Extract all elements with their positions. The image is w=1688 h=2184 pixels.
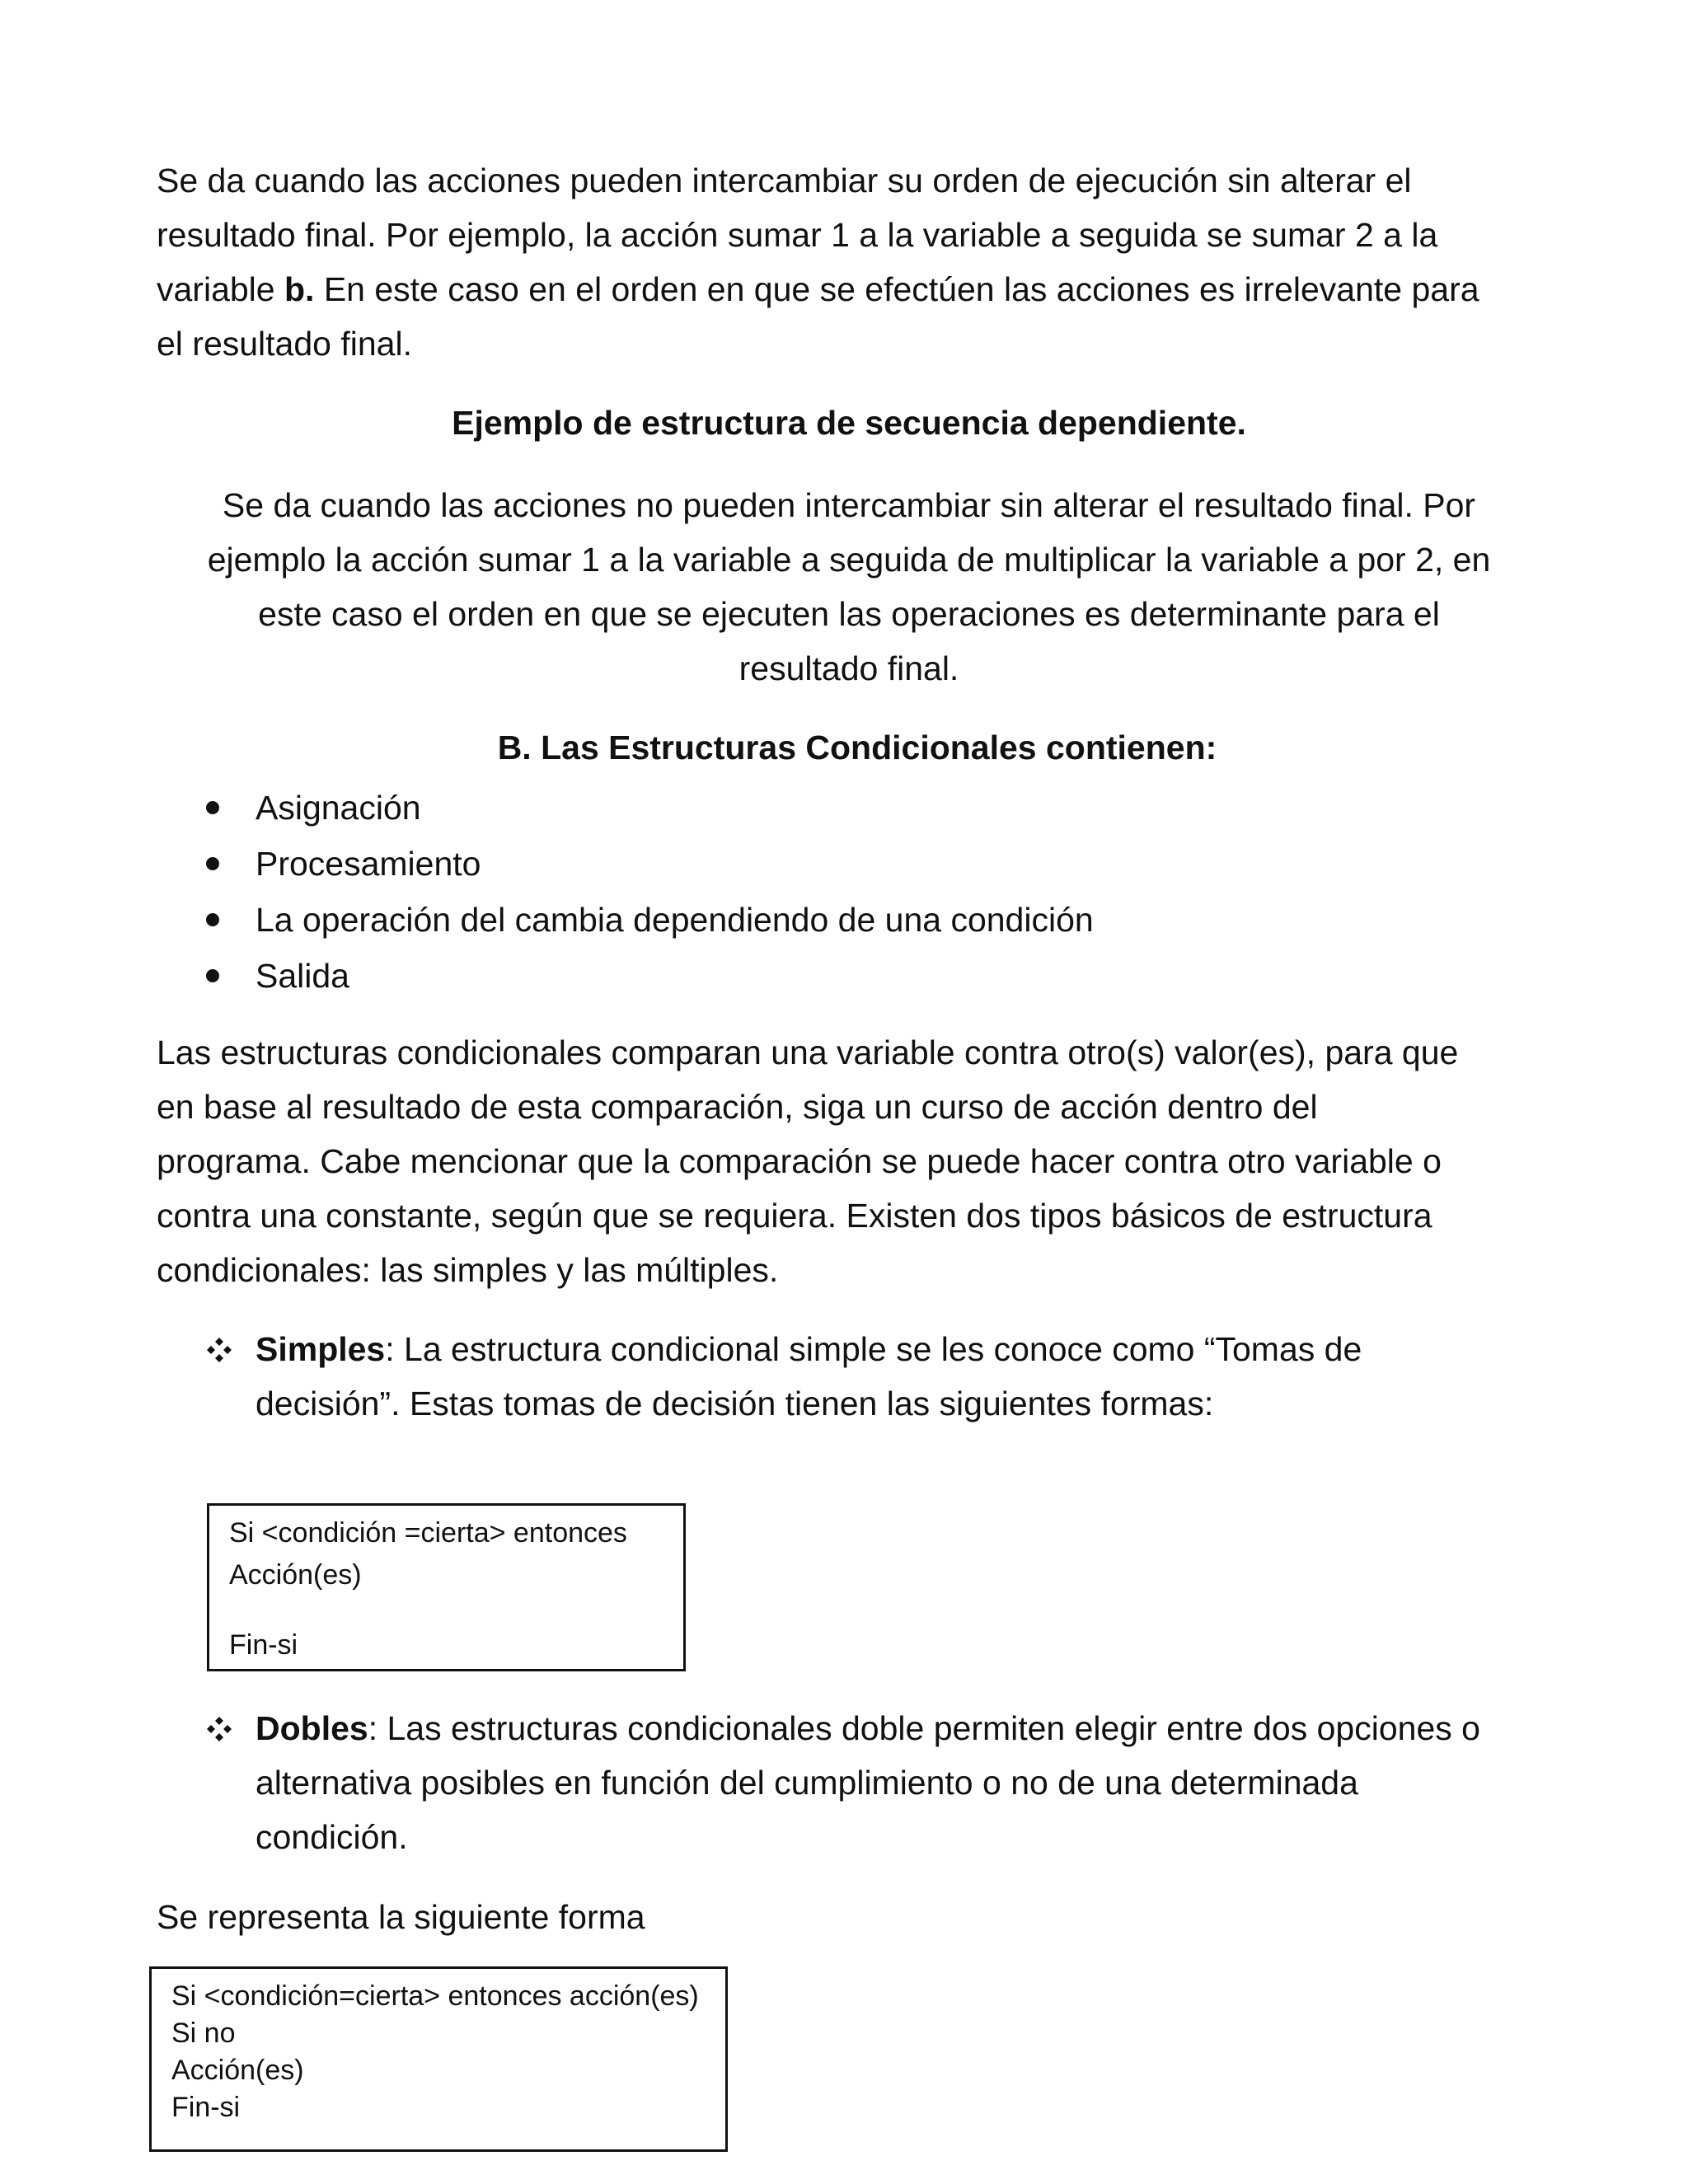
bullet-icon	[206, 857, 219, 870]
paragraph-line: contra una constante, según que se requiera. Existen dos tipos básicos de estructura	[157, 1197, 1432, 1235]
paragraph-line: condición.	[256, 1818, 408, 1856]
bold-variable-b: b.	[284, 270, 315, 308]
paragraph-line: resultado final. Por ejemplo, la acción sumar 1 a la variable a seguida se sumar 2 a la	[157, 216, 1438, 254]
dobles-label: Dobles	[256, 1709, 368, 1747]
bullet-list	[157, 780, 1541, 1004]
list-item	[157, 836, 1541, 892]
paragraph-line: condicionales: las simples y las múltiples.	[157, 1251, 779, 1289]
paragraph-line: Se da cuando las acciones no pueden intercambiar sin alterar el resultado final. Por	[222, 486, 1476, 524]
paragraph-line	[256, 1322, 1550, 1376]
paragraph-dependent-sequence	[157, 478, 1541, 696]
simple-conditional-box	[207, 1503, 686, 1671]
text-run: En este caso en el orden en que se efectúen las acciones es irrelevante para	[314, 270, 1479, 308]
paragraph-line: programa. Cabe mencionar que la comparación se puede hacer contra otro variable o	[157, 1142, 1442, 1180]
list-item-text: Procesamiento	[256, 845, 481, 883]
paragraph-independent-sequence	[157, 153, 1541, 371]
paragraph-line	[256, 1701, 1550, 1755]
paragraph-line: decisión”. Estas tomas de decisión tienen las siguientes formas:	[256, 1385, 1214, 1422]
text-run: : Las estructuras condicionales doble permiten elegir entre dos opciones o	[368, 1709, 1480, 1747]
code-line: Si no	[171, 2018, 236, 2049]
heading-dependent-sequence: Ejemplo de estructura de secuencia dependiente.	[452, 404, 1246, 442]
text-run: variable	[157, 270, 284, 308]
four-diamond-bullet-icon	[206, 1716, 232, 1742]
code-line: Fin-si	[229, 1629, 298, 1661]
code-line: Fin-si	[171, 2092, 241, 2123]
bullet-icon	[206, 969, 219, 982]
paragraph-line: ejemplo la acción sumar 1 a la variable a seguida de multiplicar la variable a por 2, en	[207, 541, 1491, 579]
heading-conditional-structures: B. Las Estructuras Condicionales contienen:	[497, 729, 1217, 766]
simples-label: Simples	[256, 1330, 386, 1368]
paragraph-line: este caso el orden en que se ejecuten las operaciones es determinante para el	[258, 595, 1440, 633]
list-item-text: La operación del cambia dependiendo de una condición	[256, 901, 1094, 939]
bullet-icon	[206, 913, 219, 926]
code-line: Si <condición =cierta> entonces	[229, 1517, 627, 1549]
list-item-text: Salida	[256, 957, 349, 995]
bullet-icon	[206, 801, 219, 814]
list-item-text: Asignación	[256, 789, 421, 827]
paragraph-line: en base al resultado de esta comparación, siga un curso de acción dentro del	[157, 1088, 1318, 1126]
four-diamond-bullet-icon	[206, 1337, 232, 1363]
paragraph-line: alternativa posibles en función del cumplimiento o no de una determinada	[256, 1764, 1358, 1802]
paragraph-conditional-description	[157, 1025, 1541, 1297]
code-line: Acción(es)	[229, 1559, 362, 1591]
list-item	[157, 780, 1541, 836]
simples-item	[157, 1322, 1550, 1431]
paragraph-line: Las estructuras condicionales comparan una variable contra otro(s) valor(es), para que	[157, 1033, 1459, 1071]
paragraph-line: el resultado final.	[157, 325, 412, 363]
list-item	[157, 892, 1541, 948]
text-run: : La estructura condicional simple se les conoce como “Tomas de	[385, 1330, 1362, 1368]
paragraph-line	[157, 262, 1541, 316]
double-conditional-box	[149, 1966, 728, 2152]
code-line: Acción(es)	[171, 2055, 304, 2086]
representation-label: Se representa la siguiente forma	[157, 1898, 645, 1936]
list-item	[157, 948, 1541, 1004]
code-line: Si <condición=cierta> entonces acción(es)	[171, 1980, 699, 2012]
paragraph-line: resultado final.	[738, 649, 959, 687]
dobles-item	[157, 1701, 1550, 1864]
paragraph-line: Se da cuando las acciones pueden intercambiar su orden de ejecución sin alterar el	[157, 162, 1412, 199]
